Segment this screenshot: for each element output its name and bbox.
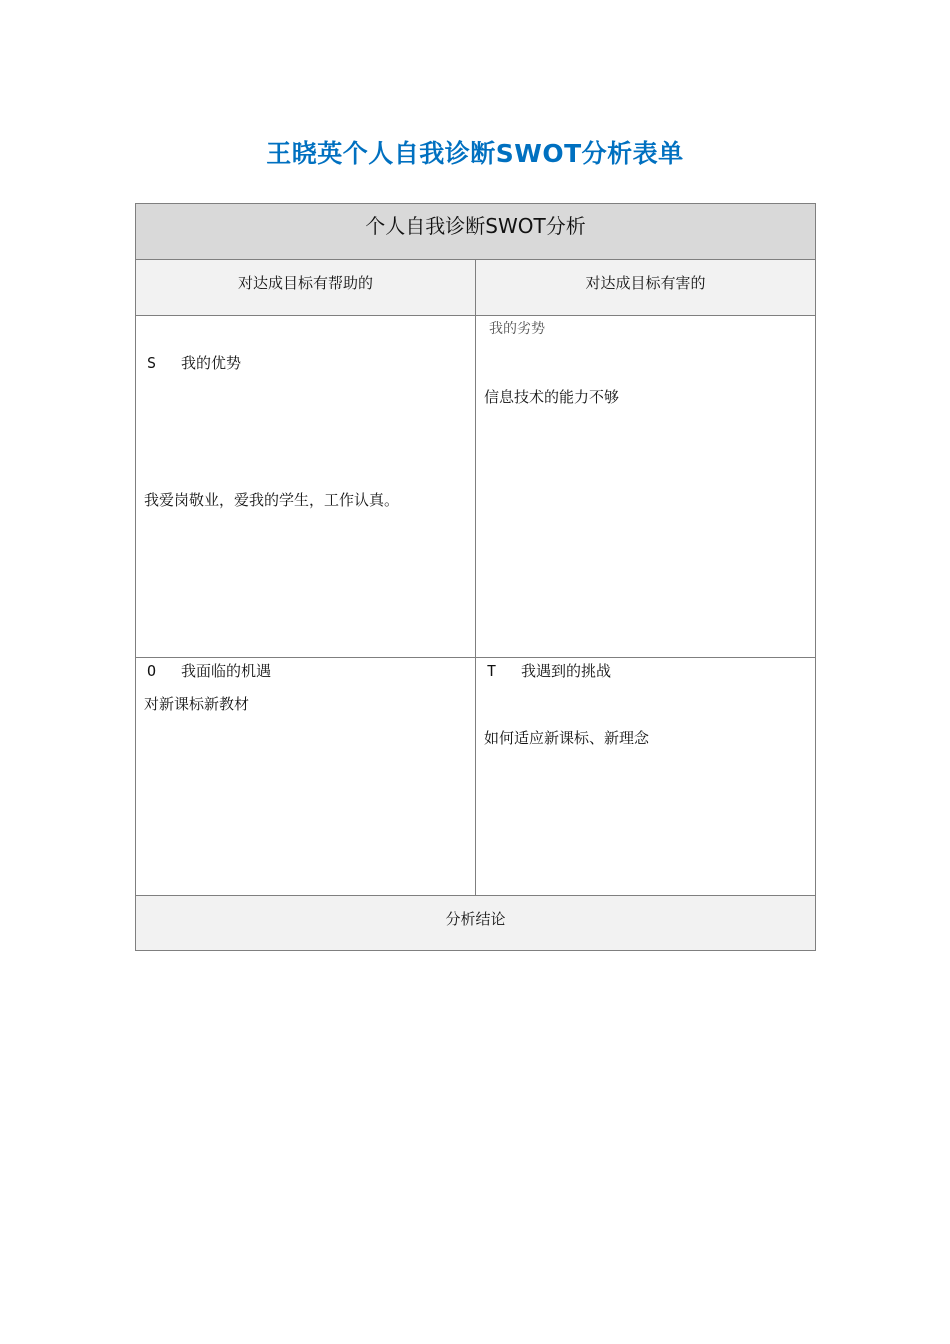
threats-heading bbox=[487, 660, 611, 681]
opportunities-content: 对新课标新教材 bbox=[144, 695, 250, 713]
column-header-helpful: 对达成目标有帮助的 bbox=[136, 260, 476, 316]
strengths-content: 我爱岗敬业，爱我的学生，工作认真。 bbox=[144, 491, 400, 509]
swot-table bbox=[135, 203, 816, 951]
weaknesses-label: 我的劣势 bbox=[489, 321, 545, 337]
opportunities-letter: O bbox=[147, 662, 157, 680]
threats-cell bbox=[476, 658, 815, 896]
opportunities-heading bbox=[147, 660, 271, 681]
opportunities-label: 我面临的机遇 bbox=[181, 662, 272, 680]
opportunities-cell bbox=[136, 658, 476, 896]
table-header: 个人自我诊断SWOT分析 bbox=[136, 204, 815, 260]
column-header-harmful: 对达成目标有害的 bbox=[476, 260, 815, 316]
weaknesses-content: 信息技术的能力不够 bbox=[484, 388, 620, 406]
strengths-heading bbox=[147, 352, 241, 373]
strengths-cell bbox=[136, 316, 476, 658]
strengths-letter: S bbox=[147, 354, 157, 372]
weaknesses-cell bbox=[476, 316, 815, 658]
threats-label: 我遇到的挑战 bbox=[521, 662, 612, 680]
threats-letter: T bbox=[487, 662, 497, 680]
threats-content: 如何适应新课标、新理念 bbox=[484, 729, 650, 747]
document-title: 王晓英个人自我诊断SWOT分析表单 bbox=[266, 139, 684, 168]
strengths-label: 我的优势 bbox=[181, 354, 242, 372]
conclusion-row: 分析结论 bbox=[136, 896, 815, 950]
